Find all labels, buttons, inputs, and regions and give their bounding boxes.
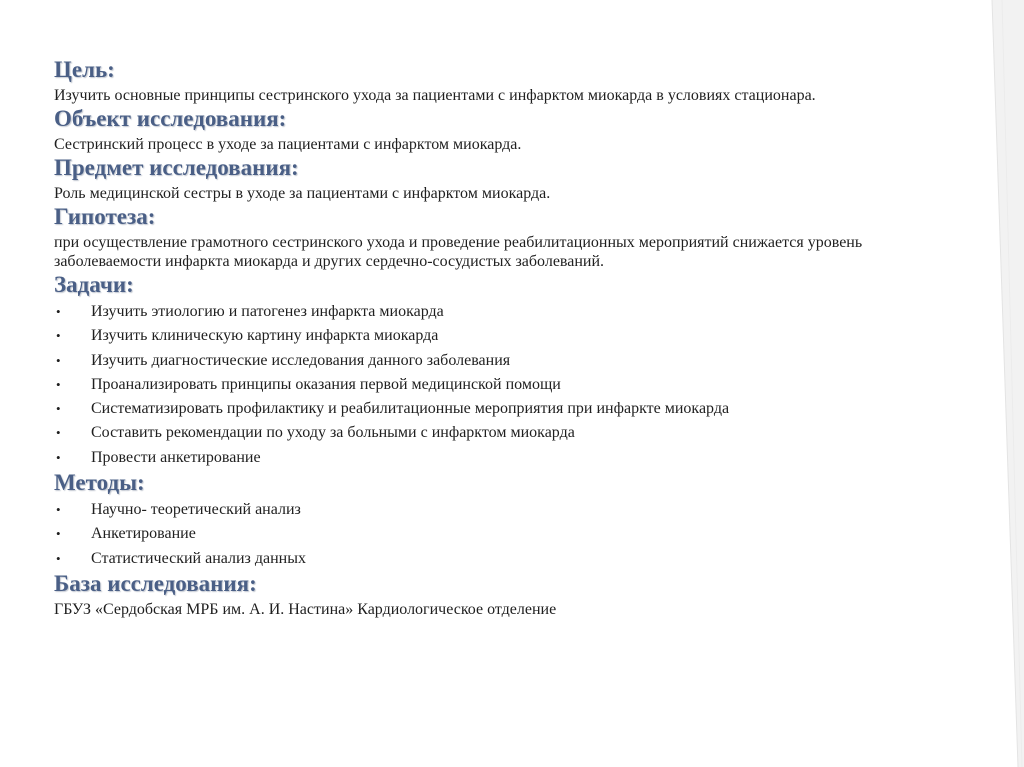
bullet-icon: • xyxy=(56,449,61,465)
bullet-icon: • xyxy=(56,304,61,319)
method-text: Статистический анализ данных xyxy=(91,549,306,567)
bullet-icon: • xyxy=(56,425,61,441)
tasks-heading: Задачи: xyxy=(54,272,134,297)
bullet-icon: • xyxy=(56,526,61,542)
task-text: Изучить клиническую картину инфаркта миокарда xyxy=(91,327,439,345)
subject-text: Роль медицинской сестры в уходе за пациентами с инфарктом миокарда. xyxy=(54,185,551,202)
list-item xyxy=(54,446,934,470)
methods-heading: Методы: xyxy=(54,470,145,496)
base-heading: База исследования: xyxy=(54,570,257,596)
task-text: Изучить этиологию и патогенез инфаркта миокарда xyxy=(91,303,444,320)
bullet-icon: • xyxy=(56,502,61,518)
list-item xyxy=(54,397,934,421)
task-text: Проанализировать принципы оказания первой медицинской помощи xyxy=(91,375,561,393)
task-text: Изучить диагностические исследования данного заболевания xyxy=(91,351,511,369)
slide-content xyxy=(54,57,934,620)
bullet-icon: • xyxy=(56,352,61,368)
hypothesis-text: при осуществление грамотного сестринского ухода и проведение реабилитационных мероприятий снижается уровень заболеваемости инфаркта миокарда и других сердечно-сосудистых заболеваний. xyxy=(54,234,863,270)
object-heading: Объект исследования: xyxy=(54,106,287,131)
list-item xyxy=(54,421,934,445)
hypothesis-heading: Гипотеза: xyxy=(54,204,156,229)
task-text: Составить рекомендации по уходу за больными с инфарктом миокарда xyxy=(91,424,575,442)
task-text: Провести анкетирование xyxy=(91,448,261,466)
object-text: Сестринский процесс в уходе за пациентами с инфарктом миокарда. xyxy=(54,136,522,153)
list-item xyxy=(54,349,934,373)
bullet-icon: • xyxy=(56,550,61,566)
method-text: Научно- теоретический анализ xyxy=(91,501,301,519)
bullet-icon: • xyxy=(56,328,61,344)
list-item xyxy=(54,498,934,522)
goal-heading: Цель: xyxy=(54,57,115,82)
list-item xyxy=(54,324,934,348)
base-text: ГБУЗ «Сердобская МРБ им. А. И. Настина» Кардиологическое отделение xyxy=(54,600,557,618)
tasks-list xyxy=(54,300,934,470)
methods-list xyxy=(54,498,934,571)
bullet-icon: • xyxy=(56,376,61,392)
list-item xyxy=(54,300,934,324)
task-text: Систематизировать профилактику и реабилитационные мероприятия при инфаркте миокарда xyxy=(91,400,730,418)
subject-heading: Предмет исследования: xyxy=(54,155,299,180)
method-text: Анкетирование xyxy=(91,525,196,543)
bullet-icon: • xyxy=(56,401,61,417)
list-item xyxy=(54,547,934,571)
list-item xyxy=(54,373,934,397)
list-item xyxy=(54,522,934,546)
goal-text: Изучить основные принципы сестринского ухода за пациентами с инфарктом миокарда в условиях стационара. xyxy=(54,87,816,104)
